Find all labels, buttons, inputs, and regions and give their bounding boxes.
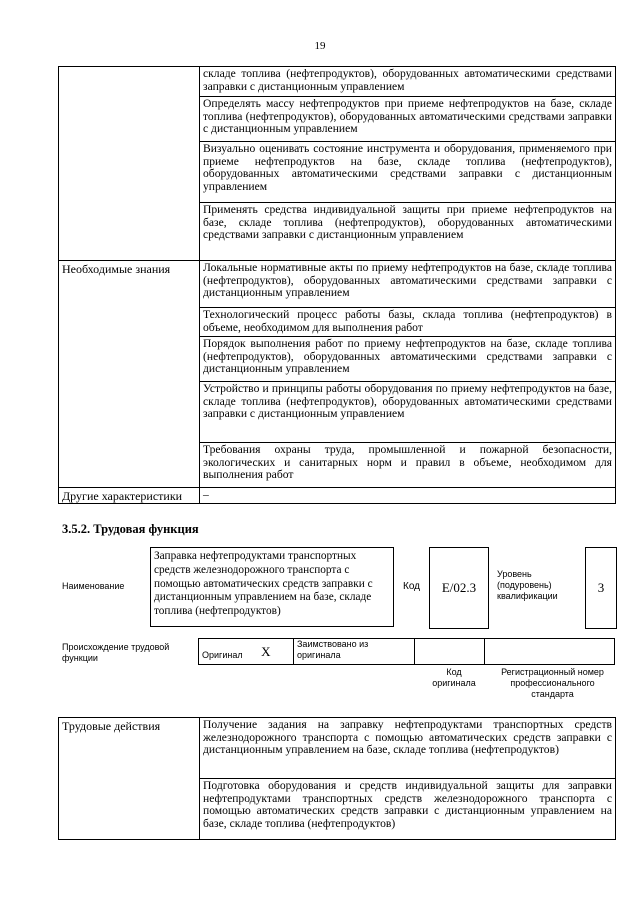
original-cell xyxy=(199,639,294,665)
reg-number-caption: Регистрационный номер профессионального стандарта xyxy=(501,667,604,699)
row-label xyxy=(59,97,200,142)
row-text: Технологический процесс работы базы, склада топлива (нефтепродуктов) в объеме, необходимом для выполнения работ xyxy=(200,308,616,337)
code-original-cell xyxy=(415,639,485,665)
row-label xyxy=(59,337,200,382)
row-text: Определять массу нефтепродуктов при приеме нефтепродуктов на базе, складе топлива (нефтепродуктов), оборудованных автоматическими средствами заправки с дистанционным управлением xyxy=(200,97,616,142)
row-text: Требования охраны труда, промышленной и пожарной безопасности, экологических и санитарных норм и правил в объеме, необходимом для выполнения работ xyxy=(200,443,616,488)
row-label-knowledge: Необходимые знания xyxy=(59,261,200,308)
table-row xyxy=(59,203,616,261)
row-label-other: Другие характеристики xyxy=(59,488,200,504)
row-text: Подготовка оборудования и средств индивидуальной защиты для заправки нефтепродуктами транспортных средств железнодорожного транспорта с помощью автоматических средств заправки с дистанционным управлением на базе, складе топлива (нефтепродуктов) xyxy=(200,779,616,840)
row-text: Применять средства индивидуальной защиты при приеме нефтепродуктов на базе, складе топлива (нефтепродуктов), оборудованных автоматическими средствами заправки с дистанционным управлением xyxy=(200,203,616,261)
table-row xyxy=(59,308,616,337)
row-text: Порядок выполнения работ по приему нефтепродуктов на базе, складе топлива (нефтепродуктов), оборудованных автоматическими средствами заправки с дистанционным управлением xyxy=(200,337,616,382)
table-row xyxy=(59,718,616,779)
section-heading: 3.5.2. Трудовая функция xyxy=(62,522,199,536)
table-row xyxy=(59,337,616,382)
row-label-actions: Трудовые действия xyxy=(59,718,200,779)
level-value-box: 3 xyxy=(585,547,617,629)
row-label xyxy=(59,443,200,488)
skills-knowledge-table xyxy=(58,66,616,504)
borrowed-cell: Заимствовано из оригинала xyxy=(294,639,415,665)
table-row xyxy=(59,382,616,443)
row-label xyxy=(59,203,200,261)
row-label xyxy=(59,382,200,443)
table-row xyxy=(59,67,616,97)
table-row xyxy=(59,142,616,203)
table-row xyxy=(59,488,616,504)
code-value-box: E/02.3 xyxy=(429,547,489,629)
row-text: Получение задания на заправку нефтепродуктами транспортных средств железнодорожного транспорта с помощью автоматических средств заправки с дистанционным управлением на базе, складе топлива (нефтепродуктов) xyxy=(200,718,616,779)
code-original-caption: Код оригинала xyxy=(432,667,476,688)
labor-actions-table xyxy=(58,717,616,840)
origin-label: Происхождение трудовой функции xyxy=(62,642,170,663)
reg-number-cell xyxy=(485,639,615,665)
row-text: Устройство и принципы работы оборудования по приему нефтепродуктов на базе, складе топлива (нефтепродуктов), оборудованных автоматическими средствами заправки с дистанционным управлением xyxy=(200,382,616,443)
row-label xyxy=(59,308,200,337)
name-label: Наименование xyxy=(62,581,125,591)
page-number: 19 xyxy=(314,40,326,52)
level-label: Уровень (подуровень) квалификации xyxy=(497,569,558,601)
table-row xyxy=(59,443,616,488)
table-row xyxy=(59,97,616,142)
function-name-box: Заправка нефтепродуктами транспортных средств железнодорожного транспорта с помощью автоматических средств заправки с дистанционным управлением на базе, складе топлива (нефтепродуктов) xyxy=(150,547,394,627)
row-label xyxy=(59,67,200,97)
row-text: складе топлива (нефтепродуктов), оборудованных автоматическими средствами заправки с дистанционным управлением xyxy=(200,67,616,97)
origin-table xyxy=(198,638,615,665)
table-row xyxy=(59,779,616,840)
row-text: – xyxy=(200,488,616,504)
row-label xyxy=(59,142,200,203)
row-text: Локальные нормативные акты по приему нефтепродуктов на базе, складе топлива (нефтепродуктов), оборудованных автоматическими средствами заправки с дистанционным управлением xyxy=(200,261,616,308)
original-mark: X xyxy=(261,644,271,659)
row-label xyxy=(59,779,200,840)
row-text: Визуально оценивать состояние инструмента и оборудования, применяемого при приеме нефтепродуктов на базе, складе топлива (нефтепродуктов), оборудованных автоматическими средствами заправки с дистанционным управлением xyxy=(200,142,616,203)
code-label: Код xyxy=(403,581,421,592)
table-row xyxy=(59,261,616,308)
original-label: Оригинал xyxy=(202,650,243,660)
